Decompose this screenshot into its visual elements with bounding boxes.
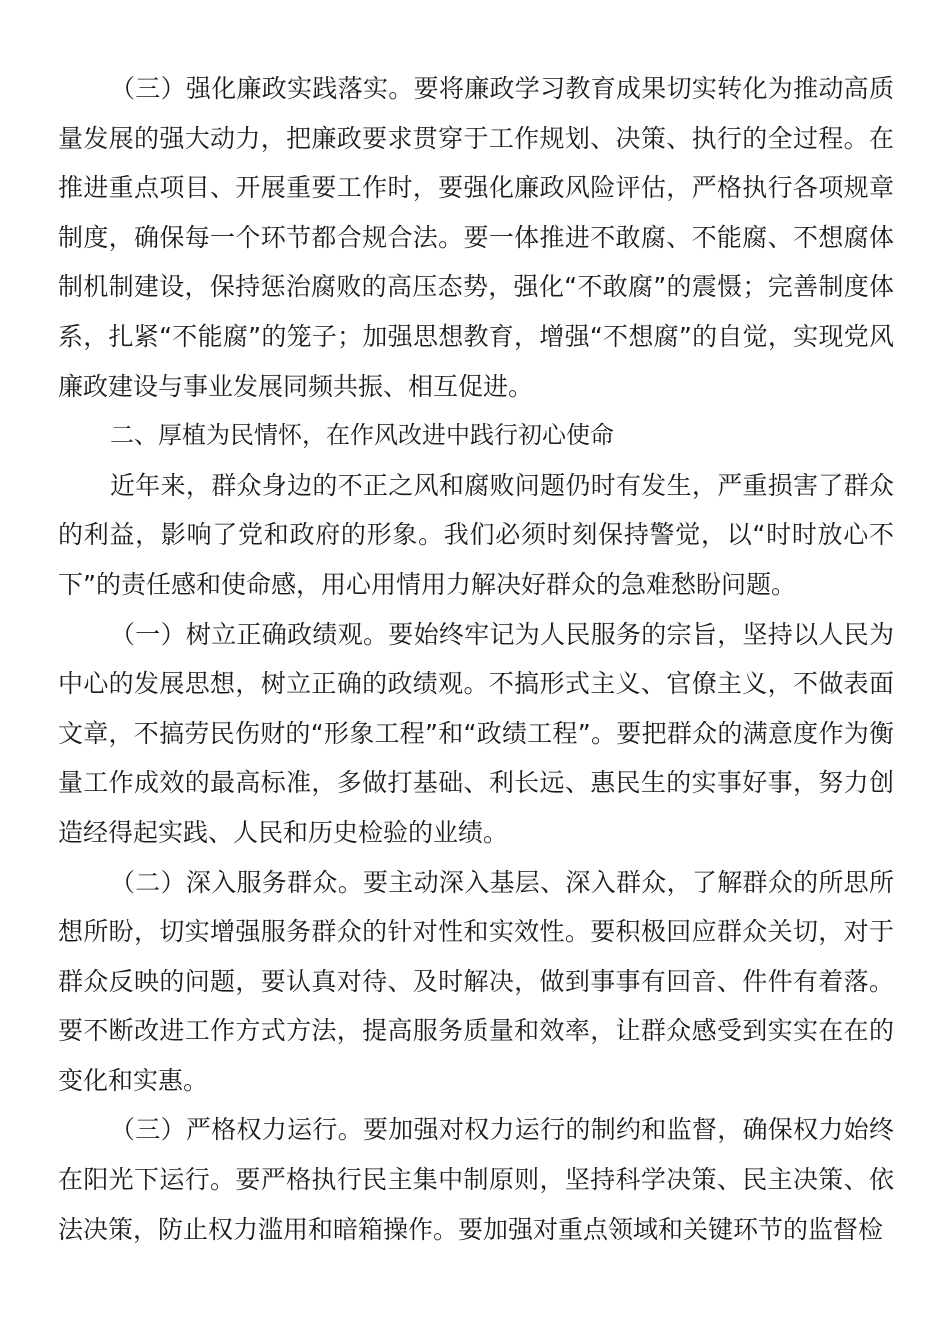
paragraph-recent-years: 近年来，群众身边的不正之风和腐败问题仍时有发生，严重损害了群众的利益，影响了党和政府的形象。我们必须时刻保持警觉，以“时时放心不下”的责任感和使命感，用心用情用力解决好群众的急难愁盼问题。: [58, 470, 894, 599]
paragraph-strengthen-integrity-practice: （三）强化廉政实践落实。要将廉政学习教育成果切实转化为推动高质量发展的强大动力，把廉政要求贯穿于工作规划、决策、执行的全过程。在推进重点项目、开展重要工作时，要强化廉政风险评估，严格执行各项规章制度，确保每一个环节都合规合法。要一体推进不敢腐、不能腐、不想腐体制机制建设，保持惩治腐败的高压态势，强化“不敢腐”的震慑；完善制度体系，扎紧“不能腐”的笼子；加强思想教育，增强“不想腐”的自觉，实现党风廉政建设与事业发展同频共振、相互促进。: [58, 74, 894, 401]
paragraph-strict-power-operation: （三）严格权力运行。要加强对权力运行的制约和监督，确保权力始终在阳光下运行。要严格执行民主集中制原则，坚持科学决策、民主决策、依法决策，防止权力滥用和暗箱操作。要加强对重点领域和关键环节的监督检: [58, 1115, 894, 1244]
document-body: [58, 64, 894, 1254]
section-heading-two: 二、厚植为民情怀，在作风改进中践行初心使命: [110, 421, 614, 450]
paragraph-correct-performance-view: （一）树立正确政绩观。要始终牢记为人民服务的宗旨，坚持以人民为中心的发展思想，树立正确的政绩观。不搞形式主义、官僚主义，不做表面文章，不搞劳民伤财的“形象工程”和“政绩工程”。要把群众的满意度作为衡量工作成效的最高标准，多做打基础、利长远、惠民生的实事好事，努力创造经得起实践、人民和历史检验的业绩。: [58, 619, 894, 847]
paragraph-serve-the-masses: （二）深入服务群众。要主动深入基层、深入群众，了解群众的所思所想所盼，切实增强服务群众的针对性和实效性。要积极回应群众关切，对于群众反映的问题，要认真对待、及时解决，做到事事有回音、件件有着落。要不断改进工作方式方法，提高服务质量和效率，让群众感受到实实在在的变化和实惠。: [58, 867, 894, 1095]
